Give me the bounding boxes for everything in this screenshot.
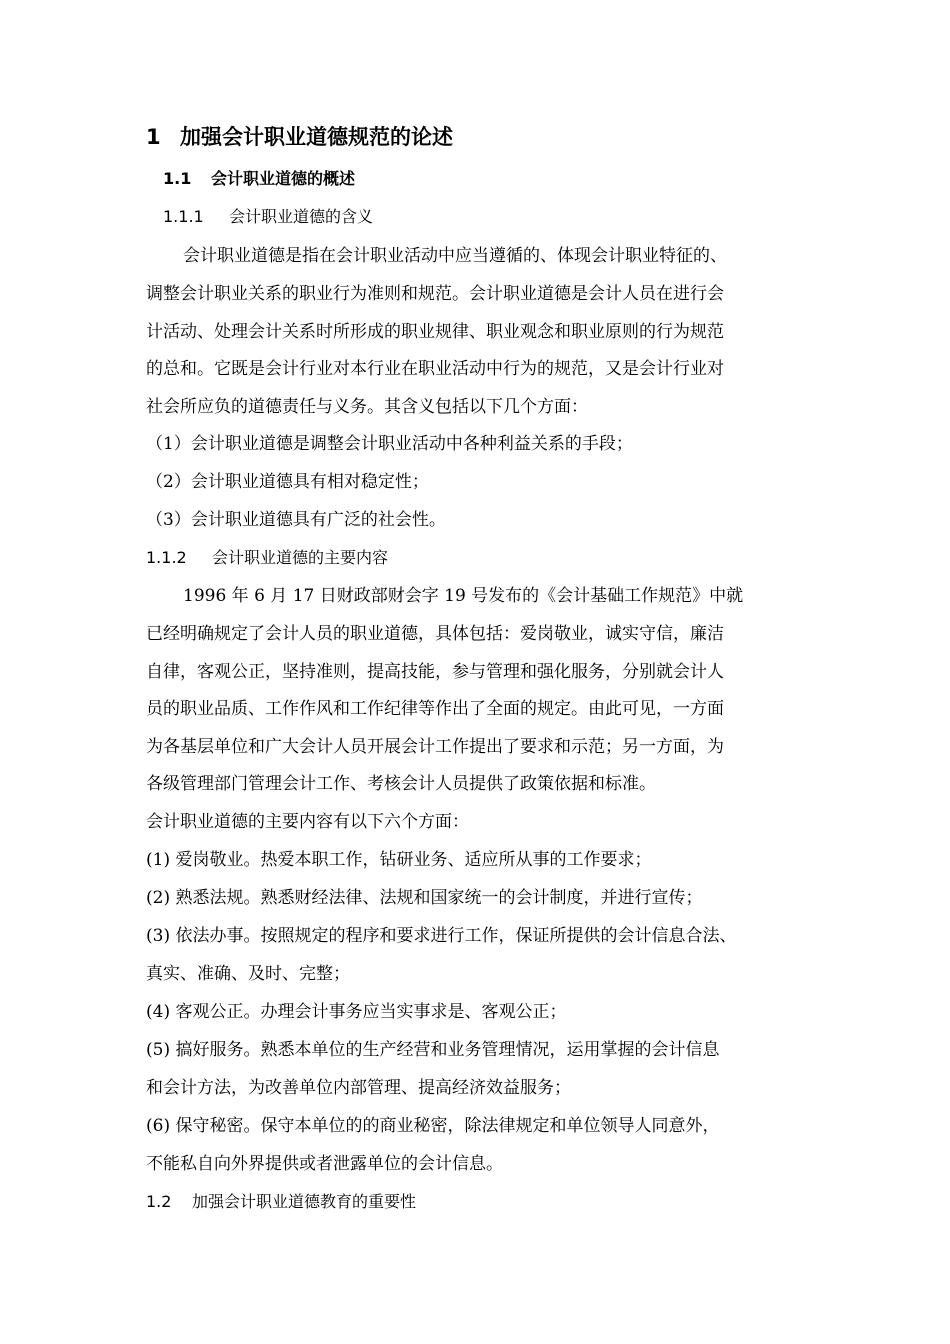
- paragraph-line: 计活动、处理会计关系时所形成的职业规律、职业观念和职业原则的行为规范: [146, 322, 724, 342]
- paragraph-line: 会计职业道德的主要内容有以下六个方面：: [146, 812, 469, 832]
- list-item-continuation: 不能私自向外界提供或者泄露单位的会计信息。: [146, 1154, 503, 1174]
- heading-text: 加强会计职业道德规范的论述: [180, 125, 453, 149]
- paragraph-line: 自律，客观公正，坚持准则，提高技能，参与管理和强化服务，分别就会计人: [146, 662, 724, 682]
- heading-number: 1.1: [163, 169, 192, 188]
- paragraph-line: 员的职业品质、工作作风和工作纪律等作出了全面的规定。由此可见，一方面: [146, 699, 724, 719]
- heading-text: 会计职业道德的概述: [211, 169, 356, 188]
- list-item: （2）会计职业道德具有相对稳定性；: [146, 472, 429, 492]
- heading-number: 1.2: [146, 1192, 172, 1211]
- list-item-continuation: 和会计方法，为改善单位内部管理、提高经济效益服务；: [146, 1078, 571, 1098]
- paragraph-line: 会计职业道德是指在会计职业活动中应当遵循的、体现会计职业特征的、: [183, 246, 727, 266]
- heading-1-1: [163, 167, 355, 191]
- paragraph-line: 1996 年 6 月 17 日财政部财会字 19 号发布的《会计基础工作规范》中就: [183, 586, 744, 606]
- heading-1: [146, 123, 453, 151]
- list-item: (1) 爱岗敬业。热爱本职工作，钻研业务、适应所从事的工作要求；: [146, 850, 652, 870]
- list-item: （3）会计职业道德具有广泛的社会性。: [146, 510, 446, 530]
- paragraph-line: 已经明确规定了会计人员的职业道德，具体包括：爱岗敬业，诚实守信，廉洁: [146, 624, 724, 644]
- heading-1-2: [146, 1190, 416, 1214]
- heading-number: 1: [146, 125, 161, 149]
- heading-number: 1.1.2: [146, 548, 187, 567]
- paragraph-line: 调整会计职业关系的职业行为准则和规范。会计职业道德是会计人员在进行会: [146, 284, 724, 304]
- list-item-continuation: 真实、准确、及时、完整；: [146, 964, 350, 984]
- list-item: （1）会计职业道德是调整会计职业活动中各种利益关系的手段；: [146, 434, 633, 454]
- list-item: (2) 熟悉法规。熟悉财经法律、法规和国家统一的会计制度，并进行宣传；: [146, 888, 703, 908]
- list-item: (6) 保守秘密。保守本单位的的商业秘密，除法律规定和单位领导人同意外，: [146, 1116, 720, 1136]
- paragraph-line: 的总和。它既是会计行业对本行业在职业活动中行为的规范，又是会计行业对: [146, 359, 724, 379]
- heading-text: 加强会计职业道德教育的重要性: [192, 1192, 417, 1211]
- list-item: (4) 客观公正。办理会计事务应当实事求是、客观公正；: [146, 1002, 567, 1022]
- paragraph-line: 各级管理部门管理会计工作、考核会计人员提供了政策依据和标准。: [146, 774, 656, 794]
- list-item: (5) 搞好服务。熟悉本单位的生产经营和业务管理情况，运用掌握的会计信息: [146, 1040, 720, 1060]
- heading-text: 会计职业道德的主要内容: [212, 548, 389, 567]
- list-item: (3) 依法办事。按照规定的程序和要求进行工作，保证所提供的会计信息合法、: [146, 926, 737, 946]
- paragraph-line: 社会所应负的道德责任与义务。其含义包括以下几个方面：: [146, 397, 588, 417]
- heading-text: 会计职业道德的含义: [229, 207, 374, 226]
- heading-number: 1.1.1: [163, 207, 204, 226]
- heading-1-1-2: [146, 546, 388, 570]
- paragraph-line: 为各基层单位和广大会计人员开展会计工作提出了要求和示范；另一方面，为: [146, 737, 724, 757]
- heading-1-1-1: [163, 205, 373, 229]
